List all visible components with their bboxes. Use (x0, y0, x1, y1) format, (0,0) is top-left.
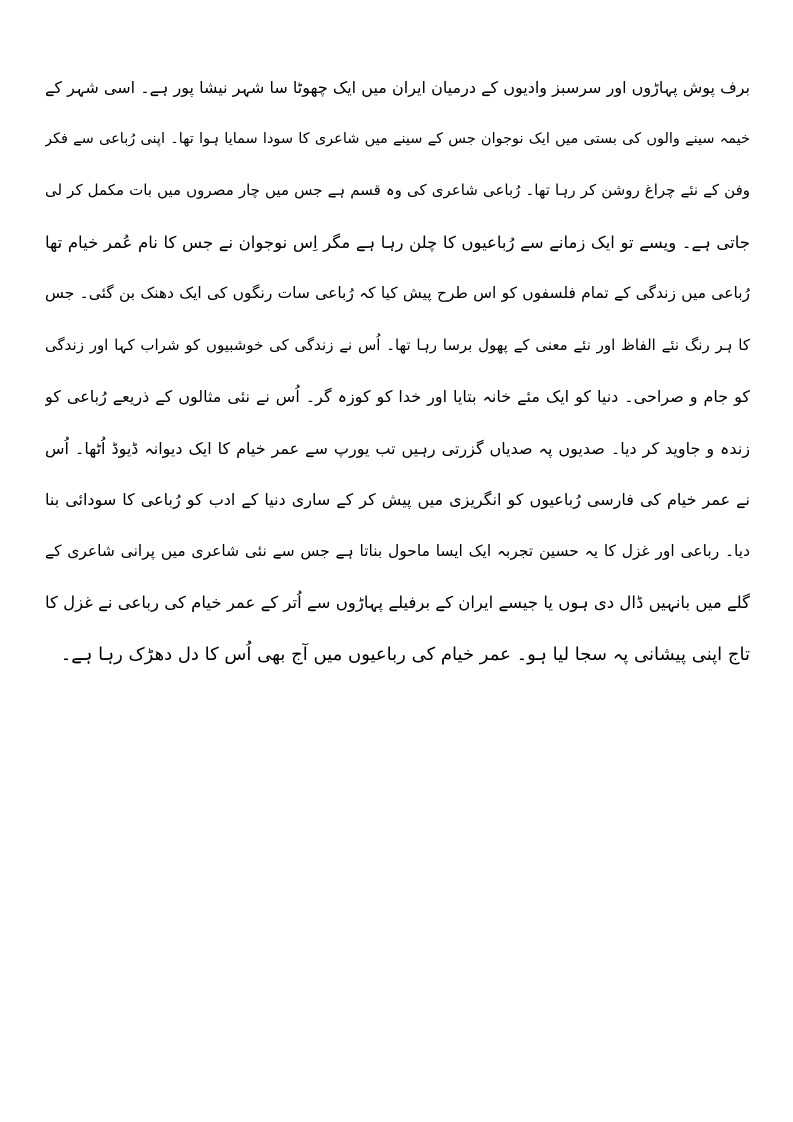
text-line: گلے میں بانہیں ڈال دی ہوں یا جیسے ایران کے برفیلے پہاڑوں سے اُتر کے عمر خیام کی رباعی نے غزل کا (45, 593, 750, 612)
text-line: جاتی ہے۔ ویسے تو ایک زمانے سے رُباعیوں کا چلن رہا ہے مگر اِس نوجوان نے جس کا نام عُمر خیام تھا (45, 232, 750, 252)
text-line: برف پوش پہاڑوں اور سرسبز وادیوں کے درمیان ایران میں ایک چھوٹا سا شہر نیشا پور ہے۔ اسی شہر کے (45, 78, 750, 97)
text-line: تاج اپنی پیشانی پہ سجا لیا ہو۔ عمر خیام کی رباعیوں میں آج بھی اُس کا دل دھڑک رہا ہے۔ (60, 643, 750, 665)
text-line: زندہ و جاوید کر دیا۔ صدیوں پہ صدیاں گزرتی رہیں تب یورپ سے عمر خیام کا ایک دیوانہ ڈیوڈ اُٹھا۔ اُس (45, 438, 750, 458)
text-line: کو جام و صراحی۔ دنیا کو ایک مئے خانہ بتایا اور خدا کو کوزہ گر۔ اُس نے نئی مثالوں کے ذریعے رُباعی کو (45, 387, 750, 406)
text-line: نے عمر خیام کی فارسی رُباعیوں کو انگریزی میں پیش کر کے ساری دنیا کے ادب کو رُباعی کا سودائی بنا (45, 490, 750, 509)
text-line: وفن کے نئے چراغ روشن کر رہا تھا۔ رُباعی شاعری کی وہ قسم ہے جس میں چار مصروں میں بات مکمل کر لی (45, 181, 750, 199)
text-line: خیمہ سینے والوں کی بستی میں ایک نوجوان جس کے سینے میں شاعری کا سودا سمایا ہوا تھا۔ اپنی رُباعی سے فکر (45, 130, 750, 147)
text-line: دیا۔ رباعی اور غزل کا یہ حسین تجربہ ایک ایسا ماحول بناتا ہے جس سے نئی شاعری میں پرانی شاعری کے (45, 541, 750, 560)
text-line: کا ہر رنگ نئے الفاظ اور نئے معنی کے پھول برسا رہا تھا۔ اُس نے زندگی کی خوشبیوں کو شراب کہا اور زندگی (45, 335, 750, 354)
urdu-paragraph (45, 62, 750, 680)
text-line: رُباعی میں زندگی کے تمام فلسفوں کو اس طرح پیش کیا کہ رُباعی سات رنگوں کی ایک دھنک بن گئی۔ جس (45, 284, 750, 302)
